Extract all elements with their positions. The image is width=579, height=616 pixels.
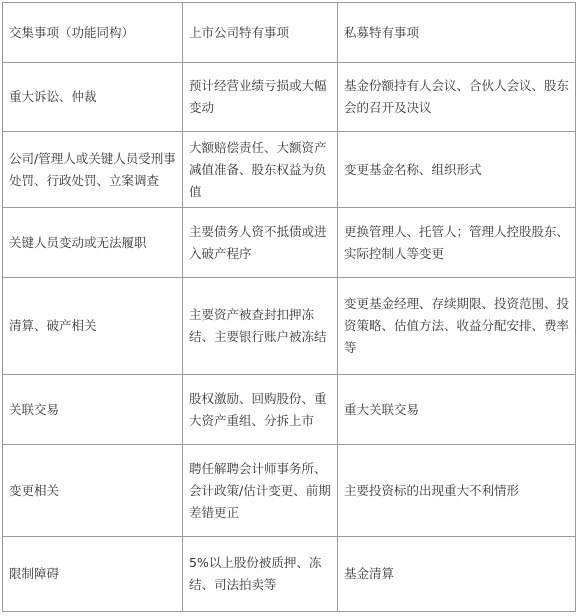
cell-private-fund: 主要投资标的出现重大不利情形 bbox=[338, 445, 576, 537]
cell-listed-company: 股权激励、回购股份、重大资产重组、分拆上市 bbox=[183, 375, 338, 445]
cell-intersection: 公司/管理人或关键人员受刑事处罚、行政处罚、立案调查 bbox=[3, 132, 183, 208]
cell-intersection: 限制障碍 bbox=[3, 537, 183, 612]
table-header-row bbox=[3, 3, 576, 63]
table-row bbox=[3, 208, 576, 278]
cell-private-fund: 基金清算 bbox=[338, 537, 576, 612]
header-listed-company: 上市公司特有事项 bbox=[183, 3, 338, 63]
cell-listed-company: 5%以上股份被质押、冻结、司法拍卖等 bbox=[183, 537, 338, 612]
cell-listed-company: 主要债务人资不抵债或进入破产程序 bbox=[183, 208, 338, 278]
table-row bbox=[3, 132, 576, 208]
cell-listed-company: 聘任解聘会计师事务所、会计政策/估计变更、前期差错更正 bbox=[183, 445, 338, 537]
cell-private-fund: 基金份额持有人会议、合伙人会议、股东会的召开及决议 bbox=[338, 63, 576, 132]
cell-listed-company: 大额赔偿责任、大额资产减值准备、股东权益为负值 bbox=[183, 132, 338, 208]
cell-intersection: 关键人员变动或无法履职 bbox=[3, 208, 183, 278]
table-row bbox=[3, 278, 576, 375]
cell-private-fund: 变更基金名称、组织形式 bbox=[338, 132, 576, 208]
table-row bbox=[3, 375, 576, 445]
header-intersection: 交集事项（功能同构） bbox=[3, 3, 183, 63]
cell-intersection: 清算、破产相关 bbox=[3, 278, 183, 375]
comparison-table bbox=[2, 2, 576, 612]
table-row bbox=[3, 63, 576, 132]
cell-intersection: 变更相关 bbox=[3, 445, 183, 537]
cell-listed-company: 预计经营业绩亏损或大幅变动 bbox=[183, 63, 338, 132]
table-row bbox=[3, 537, 576, 612]
table-row bbox=[3, 445, 576, 537]
cell-intersection: 关联交易 bbox=[3, 375, 183, 445]
cell-listed-company: 主要资产被查封扣押冻结、主要银行账户被冻结 bbox=[183, 278, 338, 375]
header-private-fund: 私募特有事项 bbox=[338, 3, 576, 63]
cell-private-fund: 变更基金经理、存续期限、投资范围、投资策略、估值方法、收益分配安排、费率等 bbox=[338, 278, 576, 375]
cell-intersection: 重大诉讼、仲裁 bbox=[3, 63, 183, 132]
cell-private-fund: 重大关联交易 bbox=[338, 375, 576, 445]
cell-private-fund: 更换管理人、托管人；管理人控股股东、实际控制人等变更 bbox=[338, 208, 576, 278]
